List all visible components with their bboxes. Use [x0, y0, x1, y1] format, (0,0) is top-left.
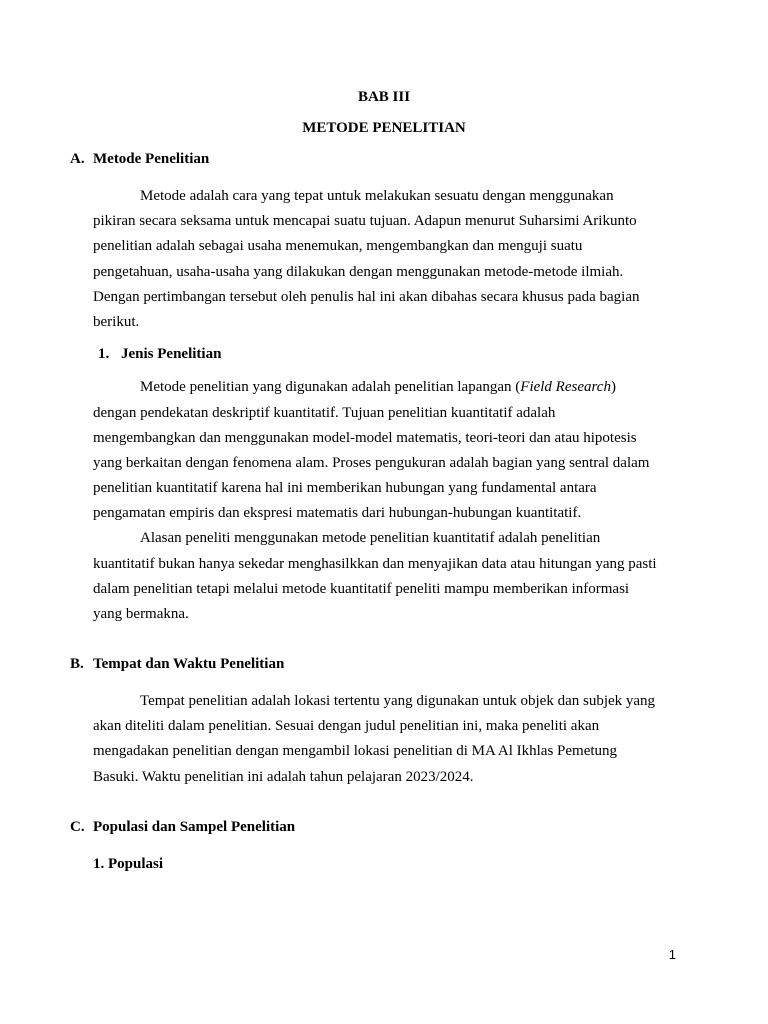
- paragraph-line: Dengan pertimbangan tersebut oleh penulis hal ini akan dibahas secara khusus pada bagian: [93, 289, 640, 305]
- paragraph-line: mengembangkan dan menggunakan model-model matematis, teori-teori dan atau hipotesis: [93, 430, 637, 446]
- chapter-title: METODE PENELITIAN: [302, 120, 466, 136]
- italic-term: Field Research: [520, 379, 611, 395]
- subsection-1-heading: Jenis Penelitian: [121, 346, 222, 362]
- paragraph-line: dengan pendekatan deskriptif kuantitatif. Tujuan penelitian kuantitatif adalah: [93, 405, 556, 421]
- chapter-label: BAB III: [357, 89, 411, 105]
- subsection-1-number: 1.: [98, 346, 110, 362]
- paragraph-line: penelitian kuantitatif karena hal ini memberikan hubungan yang fundamental antara: [93, 480, 597, 496]
- paragraph-text: Metode penelitian yang digunakan adalah penelitian lapangan (: [140, 379, 521, 395]
- paragraph-line: Basuki. Waktu penelitian ini adalah tahun pelajaran 2023/2024.: [93, 769, 474, 785]
- section-b-letter: B.: [70, 656, 84, 672]
- paragraph-line: yang berkaitan dengan fenomena alam. Proses pengukuran adalah bagian yang sentral dalam: [93, 455, 650, 471]
- paragraph-line: yang bermakna.: [93, 606, 189, 622]
- section-a-letter: A.: [70, 151, 85, 167]
- paragraph-line: Alasan peneliti menggunakan metode penelitian kuantitatif adalah penelitian: [140, 530, 601, 546]
- paragraph-text: ): [610, 379, 616, 395]
- paragraph-line: kuantitatif bukan hanya sekedar menghasilkkan dan menyajikan data atau hitungan yang pasti: [93, 556, 657, 572]
- paragraph-line: berikut.: [93, 314, 140, 330]
- section-c-letter: C.: [70, 819, 85, 835]
- paragraph-line: Tempat penelitian adalah lokasi tertentu yang digunakan untuk objek dan subjek yang: [140, 693, 656, 709]
- paragraph-line: dalam penelitian tetapi melalui metode kuantitatif peneliti mampu memberikan informasi: [93, 581, 630, 597]
- paragraph-line: akan diteliti dalam penelitian. Sesuai dengan judul penelitian ini, maka peneliti akan: [93, 718, 600, 734]
- section-b-heading: Tempat dan Waktu Penelitian: [93, 656, 285, 672]
- paragraph-line: pikiran secara seksama untuk mencapai suatu tujuan. Adapun menurut Suharsimi Arikunto: [93, 213, 637, 229]
- paragraph-line: pengetahuan, usaha-usaha yang dilakukan dengan menggunakan metode-metode ilmiah.: [93, 264, 624, 280]
- paragraph-line: [140, 379, 616, 396]
- section-a-heading: Metode Penelitian: [93, 151, 210, 167]
- paragraph-line: pengamatan empiris dan ekspresi matematis dari hubungan-hubungan kuantitatif.: [93, 505, 582, 521]
- page-number: 1: [668, 947, 676, 962]
- section-c-heading: Populasi dan Sampel Penelitian: [93, 819, 296, 835]
- paragraph-line: penelitian adalah sebagai usaha menemukan, mengembangkan dan menguji suatu: [93, 238, 583, 254]
- paragraph-line: Metode adalah cara yang tepat untuk melakukan sesuatu dengan menggunakan: [140, 188, 614, 204]
- paragraph-line: mengadakan penelitian dengan mengambil lokasi penelitian di MA Al Ikhlas Pemetung: [93, 743, 618, 759]
- subsection-populasi-heading: 1. Populasi: [93, 856, 164, 872]
